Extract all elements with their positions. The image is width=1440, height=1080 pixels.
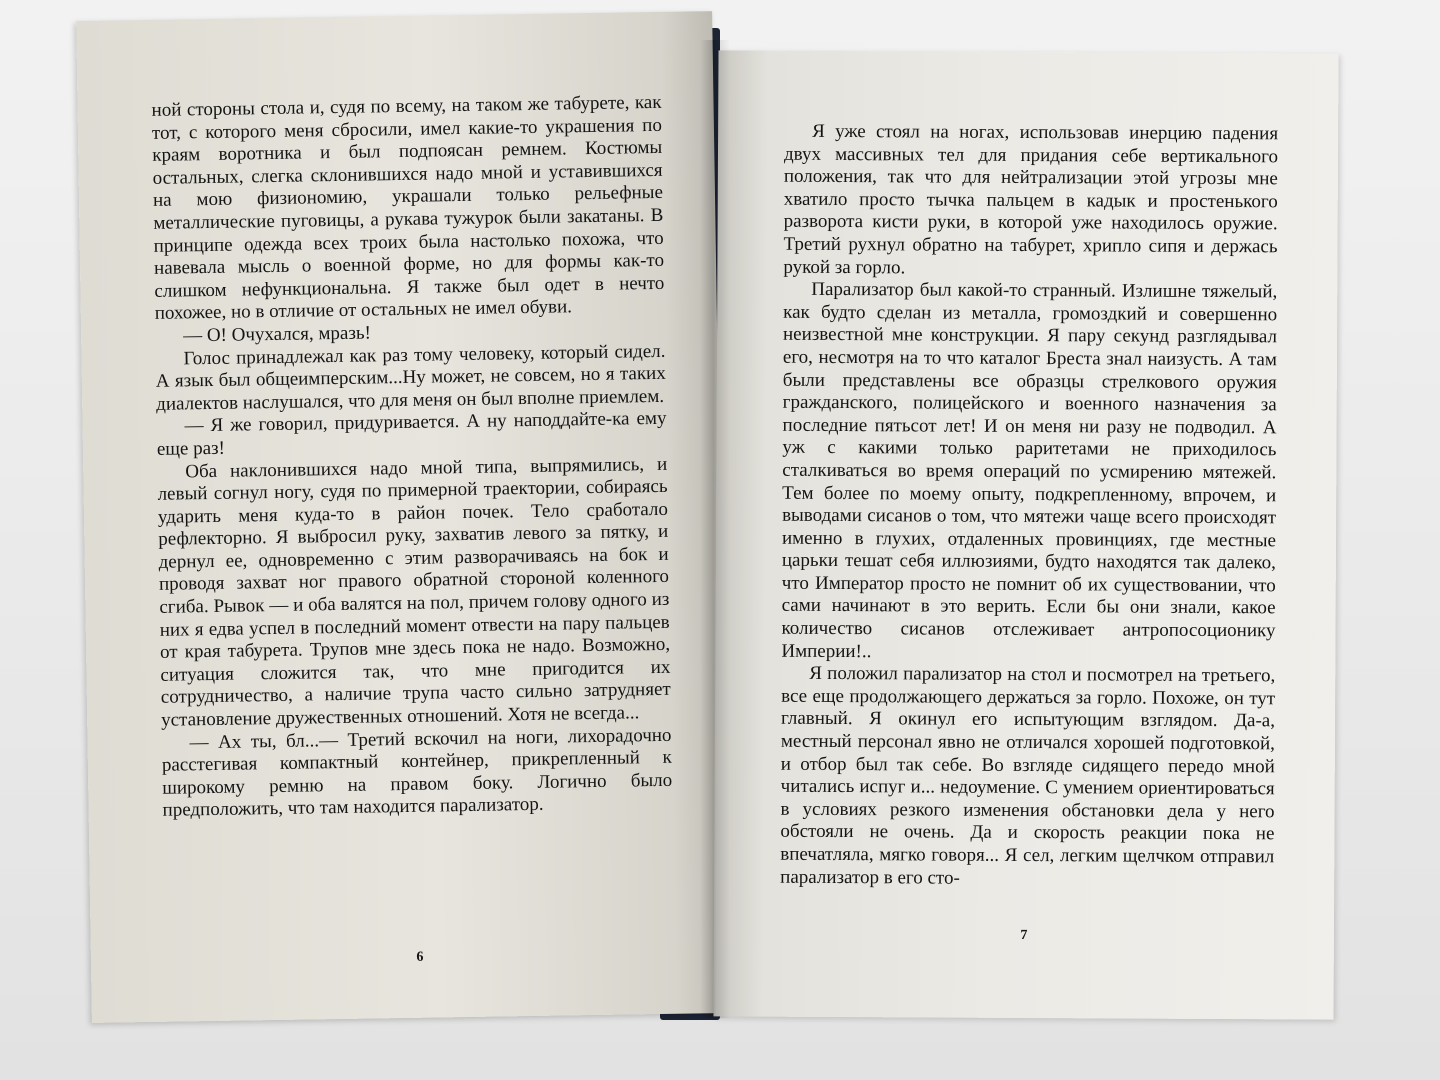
left-paragraph-3: Голос принадлежал как раз тому человеку, который сидел. А язык был общеимперским...Ну может, не совсем, но я таких диалектов наслушался, что для меня он был вполне приемлем. xyxy=(155,340,666,415)
right-page-number: 7 xyxy=(1020,928,1028,944)
right-paragraph-2: Парализатор был какой-то странный. Излишне тяжелый, как будто сделан из металла, громоздкий и совершенно неизвестной мне конструкции. Я пару секунд разглядывал его, несмотря на то что каталог Бреста знал наизусть. А там были представлены все образцы стрелкового оружия гражданского, полицейского и военного назначения за последние пятьсот лет! И он меня ни разу не подводил. А уж с какими только раритетами не приходилось сталкиваться во время операций по усмирению мятежей. Тем более по моему опыту, подкрепленному, впрочем, и выводами сисанов о том, что мятежи чаще всего происходят именно в глухих, отдаленных провинциях, где местные царьки тешат себя иллюзиями, будто находятся так далеко, что Император просто не помнит об их существовании, что сами начинают в это верить. Если бы они знали, какое количество сисанов отслеживает антропосоционику Империи!.. xyxy=(781,279,1278,662)
left-page-number: 6 xyxy=(416,950,424,966)
left-paragraph-6: — Ах ты, бл...— Третий вскочил на ноги, лихорадочно расстегивая компактный контейнер, прикрепленный к широкому ремню на правом боку. Логично было предположить, что там находится парализатор. xyxy=(161,724,673,822)
left-paragraph-1: ной стороны стола и, судя по всему, на таком же табурете, как тот, с которого меня сбросили, имел какие-то украшения по краям воротника и был подпоясан ремнем. Костюмы остальных, слегка склонившихся надо мной и уставившихся на мою физиономию, украшали только рельефные металлические пуговицы, а рукава тужурок были закатаны. В принципе одежда всех троих была настолько похожа, что навевала мысль о военной форме, но для формы как-то слишком нефункциональна. Я также был одет в нечто похожее, но в отличие от остальных не имел обуви. xyxy=(151,91,665,325)
left-paragraph-4: — Я же говорил, придуривается. А ну наподдайте-ка ему еще раз! xyxy=(156,408,667,460)
left-paragraph-2: — О! Очухался, мразь! xyxy=(182,322,372,347)
right-page xyxy=(713,50,1338,1019)
left-page xyxy=(76,11,728,1023)
right-paragraph-3: Я положил парализатор на стол и посмотрел на третьего, все еще продолжающего держаться за горло. Похоже, он тут главный. Я окинул его испытующим взглядом. Да-а, местный персонал явно не отличался хорошей подготовкой, и отбор был так себе. Во взгляде сидящего передо мной читались испуг и... недоумение. С умением ориентироваться в условиях резкого изменения обстановки дела у него обстояли не очень. Да и скорость реакции пока не впечатляла, мягко говоря... Я сел, легким щелчком отправил парализатор в его сто- xyxy=(780,663,1276,889)
right-paragraph-1: Я уже стоял на ногах, использовав инерцию падения двух массивных тел для придания себе вертикального положения, так что для нейтрализации этой угрозы мне хватило просто тычка пальцем в кадык и простенького разворота кисти руки, в которой уже находилось оружие. Третий рухнул обратно на табурет, хрипло сипя и держась рукой за горло. xyxy=(783,120,1279,278)
left-paragraph-5: Оба наклонившихся надо мной типа, выпрямились, и левый согнул ногу, судя по примерной траектории, собираясь ударить меня куда-то в район почек. Тело сработало рефлекторно. Я выбросил руку, захватив левого за пятку, и дернул ее, одновременно с этим разворачиваясь на бок и проводя захват ног правого обратной стороной коленного сгиба. Рывок — и оба валятся на пол, причем голову одного из них я едва успел в последний момент отвести на пару пальцев от края табурета. Трупов мне здесь пока не надо. Возможно, ситуация сложится так, что мне пригодится их сотрудничество, а наличие трупа часто сильно затрудняет установление дружественных отношений. Хотя не всегда... xyxy=(157,453,671,731)
